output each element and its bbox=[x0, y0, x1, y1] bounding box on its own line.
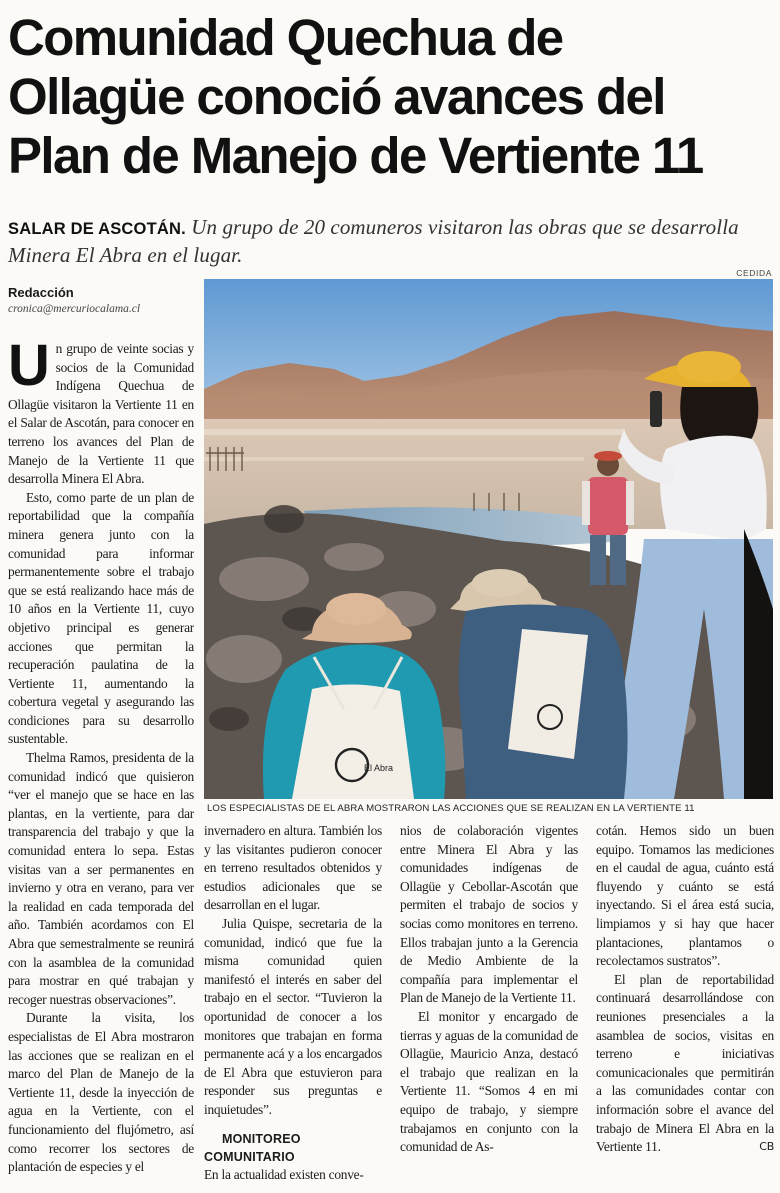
bag-logo-text: El Abra bbox=[364, 763, 394, 773]
byline-email: cronica@mercuriocalama.cl bbox=[8, 303, 141, 315]
headline-line-1: Comunidad Quechua de bbox=[8, 9, 563, 66]
paragraph-2: Esto, como parte de un plan de reportabilidad que la compañía minera genera junto con la comunidad para informar permanentemente sobre el trabajo que se está realizando hace más de 10 años en la Vertiente 11, cuyo objetivo principal es generar acciones que permitan la recuperación paulatina de la Vertiente 11, aumentando la cobertura vegetal y asegurando las condiciones para su desarrollo sustentable. bbox=[8, 489, 194, 747]
article-column-4 bbox=[596, 822, 774, 1185]
paragraph-6a: En la actualidad existen conve- bbox=[204, 1166, 364, 1182]
photo-caption: LOS ESPECIALISTAS DE EL ABRA MOSTRARON LAS ACCIONES QUE SE REALIZAN EN LA VERTIENTE 11 bbox=[207, 803, 695, 814]
paragraph-1: Un grupo de veinte socias y socios de la Comunidad Indígena Quechua de Ollagüe visitaron la Vertiente 11 en el Salar de Ascotán, para conocer en terreno los avances del Plan de Manejo de la Vertiente 11 que desarrolla Minera El Abra. bbox=[8, 340, 194, 487]
byline-name: Redacción bbox=[8, 285, 74, 300]
article-column-2 bbox=[204, 822, 382, 1185]
paragraph-7b: cotán. Hemos sido un buen equipo. Tomamos las mediciones en el caudal de agua, cuánto está fluyendo y cuánto se está inyectando. Si el área está sucia, limpiamos y si hay que hacer plantaciones, plantamos o recolectamos sustratos”. bbox=[596, 823, 774, 969]
paragraph-5: Julia Quispe, secretaria de la comunidad, indicó que fue la misma comunidad quien manifestó el interés en saber del trabajo en el sector. “Tuvieron la oportunidad de conocer a los monitores que trabajan en forma permanente acá y a los encargados de El Abra que estuvieron para responder sus preguntas e inquietudes”. bbox=[204, 915, 382, 1117]
paragraph-4a: Durante la visita, los especialistas de El Abra mostraron las acciones que se realizan en el marco del Plan de Manejo de la Vertiente 11, desde la inyección de agua en la Vertiente, con el funcionamiento del flujómetro, así como recorrer los sectores de plantación de especies y el bbox=[8, 1010, 194, 1175]
paragraph-8: El plan de reportabilidad continuará desarrollándose con reuniones presenciales a la asamblea de socios, visitas en terreno e iniciativas comunicacionales que permitirán a las comunidades contar con información sobre el avance del trabajo de Minera El Abra en la Vertiente 11. CB bbox=[596, 971, 774, 1157]
photo-illustration bbox=[204, 279, 773, 799]
deck-kicker: SALAR DE ASCOTÁN. bbox=[8, 220, 186, 238]
paragraph-7a: El monitor y encargado de tierras y aguas de la comunidad de Ollagüe, Mauricio Anza, destacó el trabajo que realizan en la Vertiente 11. “Somos 4 en mi equipo de trabajo, y siempre trabajamos en conjunto con la comunidad de As- bbox=[400, 1008, 578, 1155]
dropcap: U bbox=[8, 340, 50, 398]
byline bbox=[8, 284, 193, 317]
article-photo bbox=[204, 279, 773, 799]
photo-credit: CEDIDA bbox=[736, 268, 772, 278]
deck-text: Un grupo de 20 comuneros visitaron las obras que se desarrolla Minera El Abra en el lugar. bbox=[8, 215, 739, 267]
paragraph-6b: nios de colaboración vigentes entre Minera El Abra y las comunidades indígenas de Ollagüe y Cebollar-Ascotán que permiten el trabajo de socios y socias como monitores en terreno. Ellos trabajan junto a la Gerencia de Medio Ambiente de la compañía para implementar el Plan de Manejo de la Vertiente 11. bbox=[400, 823, 578, 1006]
headline-line-2: Ollagüe conoció avances del bbox=[8, 68, 665, 125]
paragraph-3: Thelma Ramos, presidenta de la comunidad indicó que quisieron “ver el manejo que se hace en las plantas, en la vertiente, para dar transparencia del trabajo y que la comunidad entera lo sepa. Estas visitas van a ser permanentes en invierno y otra en verano, para ver la realidad en cada temporada del año. También acordamos con El Abra que semestralmente se reunirá con la asamblea de la comunidad para mostrar en qué trabajan y recoger nuestras observaciones”. bbox=[8, 750, 194, 1007]
headline bbox=[8, 8, 773, 185]
paragraph-4b: invernadero en altura. También los y las visitantes pudieron conocer en terreno resultados obtenidos y estudios adicionales que se desarrollan en el lugar. bbox=[204, 823, 382, 913]
section-subhead: MONITOREO COMUNITARIO bbox=[204, 1131, 301, 1164]
deck bbox=[8, 214, 770, 268]
headline-line-3: Plan de Manejo de Vertiente 11 bbox=[8, 127, 703, 184]
end-mark: CB bbox=[759, 1140, 774, 1154]
article-column-1 bbox=[8, 340, 194, 1185]
article-column-3 bbox=[400, 822, 578, 1185]
